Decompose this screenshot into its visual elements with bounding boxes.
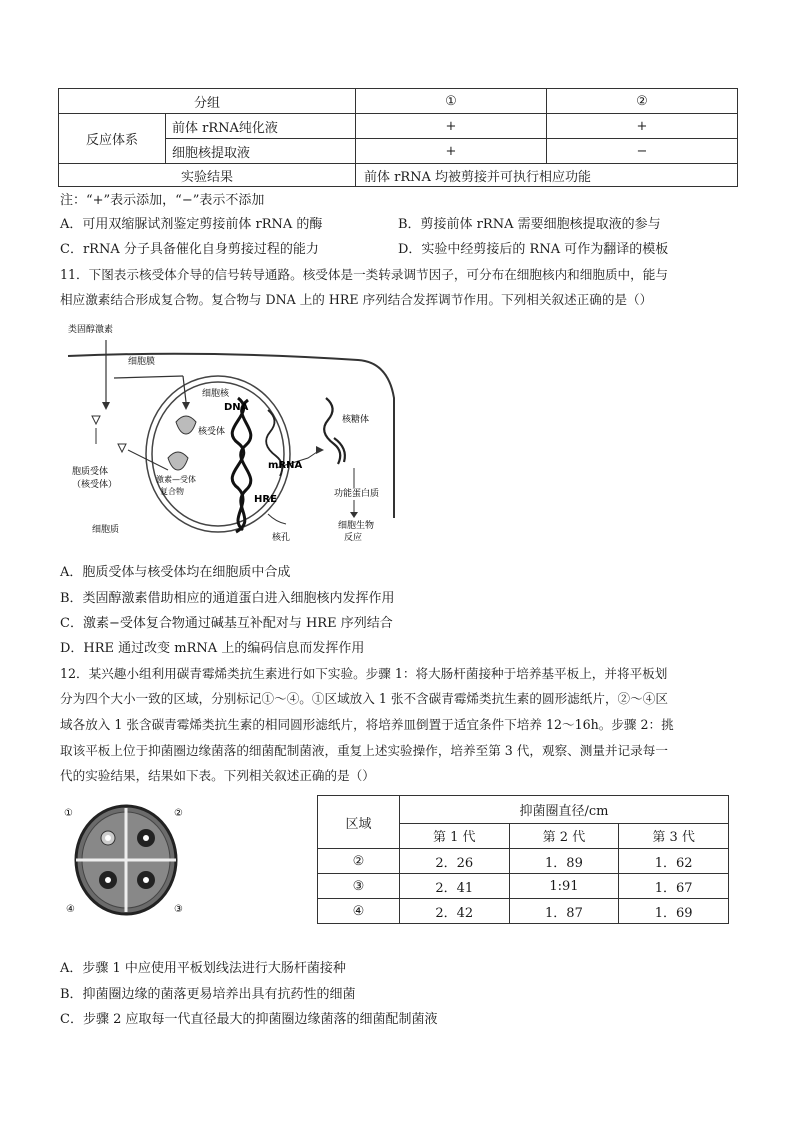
value-cell: 1．87 (509, 899, 619, 924)
q11-stem-line1: 11．下图表示核受体介导的信号转导通路。核受体是一类转录调节因子，可分布在细胞核内和细胞质中，能与 (60, 267, 668, 282)
dish-label-1: ① (64, 808, 73, 819)
row-label: 细胞核提取液 (166, 139, 356, 164)
label-cyto-receptor-1: 胞质受体 (72, 467, 109, 477)
nuclear-receptor-shape (176, 416, 196, 434)
region-cell: ② (318, 849, 400, 874)
value-cell: 1:91 (509, 874, 619, 899)
row-label: 前体 rRNA纯化液 (166, 114, 356, 139)
cell: + (547, 114, 738, 139)
value-cell: 2．41 (399, 874, 509, 899)
nuclear-envelope-outer (146, 376, 290, 532)
q11-stem-line2: 相应激素结合形成复合物。复合物与 DNA 上的 HRE 序列结合发挥调节作用。下列相关叙述正确的是（） (60, 292, 653, 307)
header-gen3: 第 3 代 (619, 823, 729, 848)
q12-option-b: B．抑菌圈边缘的菌落更易培养出具有抗药性的细菌 (60, 987, 356, 1002)
region-cell: ④ (318, 899, 400, 924)
label-hre: HRE (254, 494, 277, 505)
header-group: 分组 (59, 89, 356, 114)
label-nucleus: 细胞核 (202, 389, 230, 399)
value-cell: 2．26 (399, 849, 509, 874)
label-response-1: 细胞生物 (338, 521, 375, 531)
label-steroid: 类固醇激素 (68, 325, 114, 335)
header-gen2: 第 2 代 (509, 823, 619, 848)
label-dna: DNA (224, 402, 249, 413)
cell: − (547, 139, 738, 164)
dish-label-2: ② (174, 808, 183, 819)
label-ribosome: 核糖体 (342, 415, 370, 425)
value-cell: 2．42 (399, 899, 509, 924)
q12-stem-line3: 域各放入 1 张含碳青霉烯类抗生素的相同圆形滤纸片，将培养皿倒置于适宜条件下培养 12～16h。步骤 2：挑 (60, 717, 674, 732)
cell: + (356, 139, 547, 164)
q12-option-a: A．步骤 1 中应使用平板划线法进行大肠杆菌接种 (60, 961, 346, 976)
q11-option-d: D．HRE 通过改变 mRNA 上的编码信息而发挥作用 (60, 641, 365, 656)
result-label: 实验结果 (59, 164, 356, 187)
header-region: 区域 (318, 796, 400, 849)
q12-stem-line1: 12．某兴趣小组利用碳青霉烯类抗生素进行如下实验。步骤 1：将大肠杆菌接种于培养基平板上，并将平板划 (60, 666, 668, 681)
q12-stem-line4: 取该平板上位于抑菌圈边缘菌落的细菌配制菌液，重复上述实验操作，培养至第 3 代，观察、测量并记录每一 (60, 743, 668, 758)
result-value: 前体 rRNA 均被剪接并可执行相应功能 (356, 164, 738, 187)
q10-option-c: C．rRNA 分子具备催化自身剪接过程的能力 (60, 242, 319, 257)
value-cell: 1．69 (619, 899, 729, 924)
value-cell: 1．62 (619, 849, 729, 874)
header-col2: ② (547, 89, 738, 114)
q10-option-a: A．可用双缩脲试剂鉴定剪接前体 rRNA 的酶 (60, 217, 323, 232)
label-complex-2: 复合物 (160, 487, 184, 496)
dish-label-3: ③ (174, 904, 183, 915)
label-protein: 功能蛋白质 (334, 489, 380, 499)
reaction-table (58, 88, 738, 187)
region-cell: ③ (318, 874, 400, 899)
inhibition-table (317, 795, 729, 924)
cell: + (356, 114, 547, 139)
signal-pathway-figure (58, 318, 398, 548)
header-col1: ① (356, 89, 547, 114)
label-mrna: mRNA (268, 460, 303, 471)
note: 注：“+”表示添加，“−”表示不添加 (60, 193, 265, 208)
q12-option-c: C．步骤 2 应取每一代直径最大的抑菌圈边缘菌落的细菌配制菌液 (60, 1012, 438, 1027)
label-complex-1: 激素—受体 (156, 475, 196, 484)
petri-dish-figure (62, 800, 190, 920)
q10-option-b: B．剪接前体 rRNA 需要细胞核提取液的参与 (398, 217, 661, 232)
dish-label-4: ④ (66, 904, 75, 915)
value-cell: 1．89 (509, 849, 619, 874)
value-cell: 1．67 (619, 874, 729, 899)
label-membrane: 细胞膜 (128, 357, 156, 367)
label-pore: 核孔 (272, 533, 291, 543)
q12-stem-line2: 分为四个大小一致的区域，分别标记①～④。①区域放入 1 张不含碳青霉烯类抗生素的圆形滤纸片，②～④区 (60, 691, 668, 706)
header-diameter: 抑菌圈直径/cm (399, 796, 728, 824)
row-group-label: 反应体系 (59, 114, 166, 164)
header-gen1: 第 1 代 (399, 823, 509, 848)
label-nuclear-receptor: 核受体 (198, 427, 226, 437)
label-cyto-receptor-2: （核受体） (72, 480, 118, 490)
q11-option-b: B．类固醇激素借助相应的通道蛋白进入细胞核内发挥作用 (60, 591, 395, 606)
label-cytoplasm: 细胞质 (92, 525, 120, 535)
q10-option-d: D．实验中经剪接后的 RNA 可作为翻译的模板 (398, 242, 669, 257)
q11-option-a: A．胞质受体与核受体均在细胞质中合成 (60, 565, 291, 580)
q11-option-c: C．激素−受体复合物通过碱基互补配对与 HRE 序列结合 (60, 616, 393, 631)
q12-stem-line5: 代的实验结果，结果如下表。下列相关叙述正确的是（） (60, 768, 375, 783)
label-response-2: 反应 (344, 533, 363, 543)
